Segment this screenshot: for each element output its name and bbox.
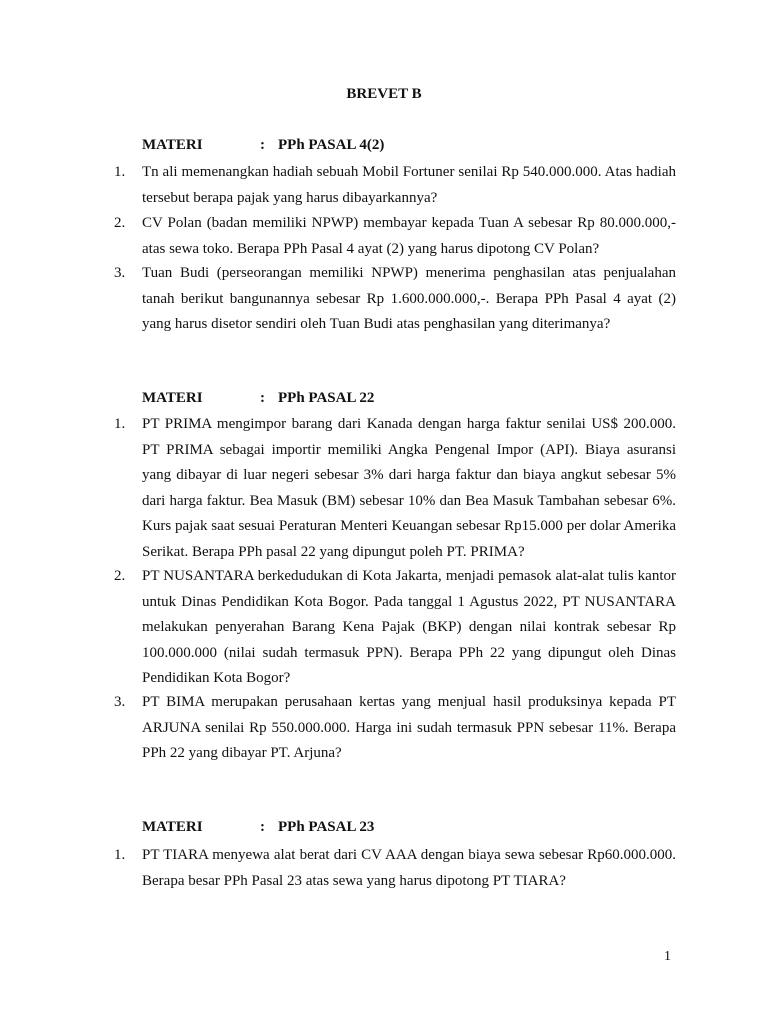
list-item [114,690,676,767]
list-item [114,261,676,338]
section-label: MATERI [142,819,203,835]
list-item [114,211,676,262]
list-item [114,564,676,692]
item-number: 1. [114,164,126,180]
item-number: 1. [114,416,126,432]
list-item [114,412,676,565]
section-label: MATERI [142,390,203,406]
item-number: 2. [114,568,126,584]
document-title: BREVET B [346,86,422,102]
section-colon: : [260,137,265,153]
section-topic: PPh PASAL 23 [278,819,375,835]
item-number: 3. [114,265,126,281]
page-number: 1 [664,949,671,964]
item-text: Tuan Budi (perseorangan memiliki NPWP) menerima penghasilan atas penjualahan tanah berikut bangunannya sebesar Rp 1.600.000.000,-. Berapa PPh Pasal 4 ayat (2) yang harus disetor sendiri oleh Tuan Budi atas penghasilan yang diterimanya? [142,265,676,332]
section-heading-pph-23 [142,819,374,836]
item-text: PT BIMA merupakan perusahaan kertas yang menjual hasil produksinya kepada PT ARJUNA senilai Rp 550.000.000. Harga ini sudah termasuk PPN sebesar 11%. Berapa PPh 22 yang dibayar PT. Arjuna? [142,694,676,761]
list-item [114,160,676,211]
section-colon: : [260,819,265,835]
section-heading-pph-22 [142,390,374,407]
section-colon: : [260,390,265,406]
item-text: Tn ali memenangkan hadiah sebuah Mobil Fortuner senilai Rp 540.000.000. Atas hadiah tersebut berapa pajak yang harus dibayarkannya? [142,164,676,206]
section-topic: PPh PASAL 22 [278,390,375,406]
item-number: 2. [114,215,126,231]
section-heading-pph-4-2 [142,137,384,154]
section-label: MATERI [142,137,203,153]
item-text: PT NUSANTARA berkedudukan di Kota Jakarta, menjadi pemasok alat-alat tulis kantor untuk Dinas Pendidikan Kota Bogor. Pada tanggal 1 Agustus 2022, PT NUSANTARA melakukan penyerahan Barang Kena Pajak (BKP) dengan nilai kontrak sebesar Rp 100.000.000 (nilai sudah termasuk PPN). Berapa PPh 22 yang dipungut oleh Dinas Pendidikan Kota Bogor? [142,568,676,686]
item-text: CV Polan (badan memiliki NPWP) membayar kepada Tuan A sebesar Rp 80.000.000,- atas sewa toko. Berapa PPh Pasal 4 ayat (2) yang harus dipotong CV Polan? [142,215,676,257]
item-text: PT TIARA menyewa alat berat dari CV AAA dengan biaya sewa sebesar Rp60.000.000. Berapa besar PPh Pasal 23 atas sewa yang harus dipotong PT TIARA? [142,847,676,889]
section-topic: PPh PASAL 4(2) [278,137,385,153]
item-number: 3. [114,694,126,710]
list-item [114,843,676,894]
item-text: PT PRIMA mengimpor barang dari Kanada dengan harga faktur senilai US$ 200.000. PT PRIMA sebagai importir memiliki Angka Pengenal Impor (API). Biaya asuransi yang dibayar di luar negeri sebesar 3% dari harga faktur dan biaya angkut sebesar 5% dari harga faktur. Bea Masuk (BM) sebesar 10% dan Bea Masuk Tambahan sebesar 6%. Kurs pajak saat sesuai Peraturan Menteri Keuangan sebesar Rp15.000 per dolar Amerika Serikat. Berapa PPh pasal 22 yang dipungut poleh PT. PRIMA? [142,416,676,560]
item-number: 1. [114,847,126,863]
